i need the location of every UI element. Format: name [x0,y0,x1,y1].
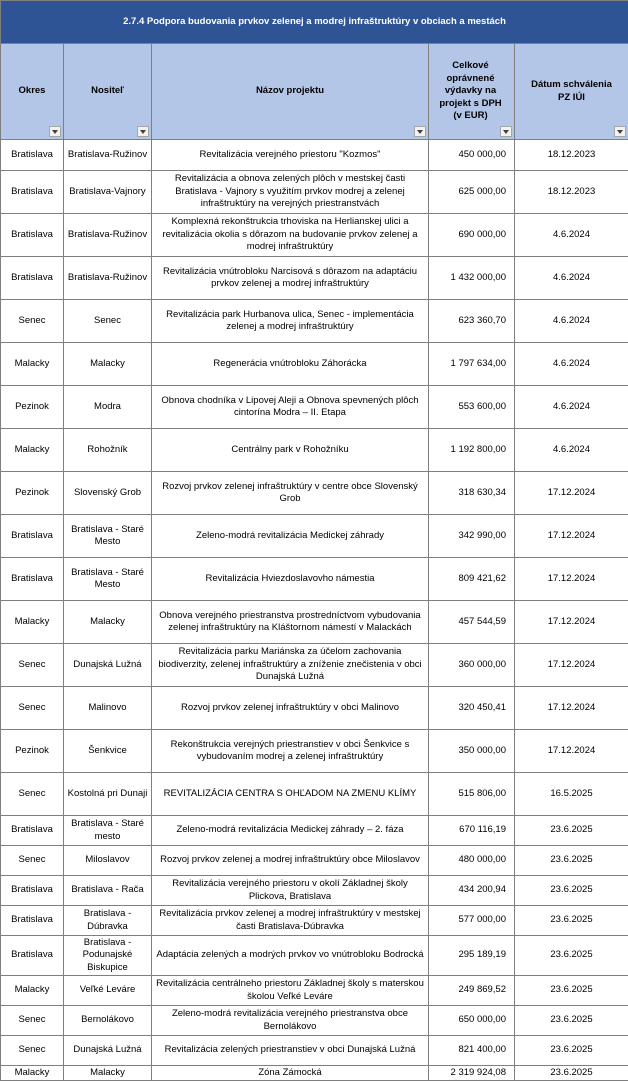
cell-okres: Senec [1,644,64,687]
cell-vydavky: 1 432 000,00 [429,257,515,300]
table-row [1,343,628,386]
cell-datum: 23.6.2025 [515,906,628,936]
cell-vydavky: 670 116,19 [429,816,515,846]
cell-nositel: Miloslavov [64,846,152,876]
cell-vydavky: 690 000,00 [429,214,515,257]
cell-datum: 17.12.2024 [515,472,628,515]
cell-okres: Malacky [1,601,64,644]
table-row [1,1036,628,1066]
cell-okres: Bratislava [1,171,64,214]
column-header-label: Nositeľ [91,85,124,97]
cell-nositel: Dunajská Lužná [64,644,152,687]
cell-nositel: Bratislava - Staré Mesto [64,558,152,601]
cell-nositel: Bratislava - Rača [64,876,152,906]
cell-nazov-projektu: Rozvoj prvkov zelenej a modrej infraštruktúry obce Miloslavov [152,846,429,876]
cell-nazov-projektu: Revitalizácia vnútrobloku Narcisová s dôrazom na adaptáciu prvkov zelenej a modrej infraštruktúry [152,257,429,300]
cell-okres: Pezinok [1,730,64,773]
table-row [1,644,628,687]
cell-datum: 23.6.2025 [515,816,628,846]
table-row [1,140,628,171]
cell-vydavky: 434 200,94 [429,876,515,906]
table-row [1,171,628,214]
cell-datum: 23.6.2025 [515,976,628,1006]
cell-okres: Bratislava [1,515,64,558]
cell-nositel: Malinovo [64,687,152,730]
cell-nositel: Šenkvice [64,730,152,773]
cell-vydavky: 1 797 634,00 [429,343,515,386]
cell-datum: 23.6.2025 [515,1036,628,1066]
cell-vydavky: 350 000,00 [429,730,515,773]
cell-okres: Malacky [1,429,64,472]
filter-dropdown-icon[interactable] [614,126,626,137]
filter-dropdown-icon[interactable] [500,126,512,137]
cell-nositel: Bernolákovo [64,1006,152,1036]
cell-nositel: Malacky [64,1066,152,1081]
table-row [1,846,628,876]
cell-vydavky: 515 806,00 [429,773,515,816]
column-header-label: Dátum schválenia PZ IÚI [531,79,612,103]
cell-vydavky: 553 600,00 [429,386,515,429]
cell-datum: 23.6.2025 [515,846,628,876]
cell-vydavky: 360 000,00 [429,644,515,687]
cell-nazov-projektu: Revitalizácia a obnova zelených plôch v mestskej časti Bratislava - Vajnory s využitím prvkov modrej a zelenej infraštruktúry na verejných priestranstvách [152,171,429,214]
cell-vydavky: 320 450,41 [429,687,515,730]
cell-nositel: Modra [64,386,152,429]
cell-vydavky: 650 000,00 [429,1006,515,1036]
cell-nazov-projektu: Adaptácia zelených a modrých prvkov vo vnútrobloku Bodrocká [152,936,429,976]
cell-vydavky: 623 360,70 [429,300,515,343]
cell-okres: Pezinok [1,386,64,429]
cell-nositel: Bratislava - Dúbravka [64,906,152,936]
cell-nazov-projektu: Zeleno-modrá revitalizácia verejného priestranstva obce Bernolákovo [152,1006,429,1036]
cell-nazov-projektu: Zeleno-modrá revitalizácia Medickej záhrady [152,515,429,558]
column-header-okres [1,44,64,140]
cell-datum: 4.6.2024 [515,300,628,343]
cell-nazov-projektu: Zeleno-modrá revitalizácia Medickej záhrady – 2. fáza [152,816,429,846]
cell-datum: 4.6.2024 [515,429,628,472]
cell-okres: Bratislava [1,140,64,171]
cell-vydavky: 480 000,00 [429,846,515,876]
table-row [1,906,628,936]
column-header-label: Celkové oprávnené výdavky na projekt s DPH (v EUR) [439,60,502,122]
table-row [1,515,628,558]
cell-datum: 17.12.2024 [515,730,628,773]
cell-nositel: Bratislava - Podunajské Biskupice [64,936,152,976]
table-row [1,1066,628,1081]
cell-nositel: Bratislava - Staré mesto [64,816,152,846]
table-row [1,773,628,816]
table-row [1,936,628,976]
column-header-label: Okres [18,85,46,97]
cell-nositel: Bratislava-Ružinov [64,214,152,257]
table-row [1,257,628,300]
cell-nazov-projektu: Komplexná rekonštrukcia trhoviska na Herlianskej ulici a revitalizácia okolia s dôrazom na budovanie prvkov zelenej a modrej infraštruktúry [152,214,429,257]
cell-vydavky: 2 319 924,08 [429,1066,515,1081]
cell-okres: Senec [1,846,64,876]
cell-nositel: Senec [64,300,152,343]
cell-nazov-projektu: Rozvoj prvkov zelenej infraštruktúry v centre obce Slovenský Grob [152,472,429,515]
cell-vydavky: 295 189,19 [429,936,515,976]
cell-nazov-projektu: Revitalizácia prvkov zelenej a modrej infraštruktúry v mestskej časti Bratislava-Dúbravka [152,906,429,936]
cell-nazov-projektu: Rozvoj prvkov zelenej infraštruktúry v obci Malinovo [152,687,429,730]
table-row [1,429,628,472]
cell-datum: 17.12.2024 [515,644,628,687]
cell-okres: Bratislava [1,214,64,257]
cell-nositel: Malacky [64,601,152,644]
cell-nazov-projektu: Obnova chodníka v Lipovej Aleji a Obnova spevnených plôch cintorína Modra – II. Etapa [152,386,429,429]
cell-nositel: Bratislava - Staré Mesto [64,515,152,558]
cell-datum: 4.6.2024 [515,257,628,300]
cell-nazov-projektu: REVITALIZÁCIA CENTRA S OHĽADOM NA ZMENU KLÍMY [152,773,429,816]
cell-nositel: Bratislava-Ružinov [64,140,152,171]
column-header-label: Názov projektu [255,85,325,97]
cell-vydavky: 809 421,62 [429,558,515,601]
table-row [1,816,628,846]
table-title: 2.7.4 Podpora budovania prvkov zelenej a modrej infraštruktúry v obciach a mestách [1,1,628,44]
cell-datum: 18.12.2023 [515,140,628,171]
cell-nositel: Bratislava-Ružinov [64,257,152,300]
cell-vydavky: 318 630,34 [429,472,515,515]
cell-datum: 16.5.2025 [515,773,628,816]
filter-dropdown-icon[interactable] [49,126,61,137]
cell-nositel: Malacky [64,343,152,386]
cell-datum: 4.6.2024 [515,386,628,429]
header-row [1,44,628,140]
table-row [1,1006,628,1036]
column-header-datum [515,44,628,140]
table-row [1,472,628,515]
cell-vydavky: 577 000,00 [429,906,515,936]
table-row [1,976,628,1006]
cell-okres: Senec [1,300,64,343]
cell-datum: 17.12.2024 [515,515,628,558]
cell-datum: 23.6.2025 [515,1006,628,1036]
cell-vydavky: 457 544,59 [429,601,515,644]
cell-okres: Malacky [1,1066,64,1081]
cell-datum: 23.6.2025 [515,876,628,906]
cell-vydavky: 249 869,52 [429,976,515,1006]
table-row [1,687,628,730]
cell-okres: Bratislava [1,876,64,906]
cell-okres: Bratislava [1,816,64,846]
cell-nositel: Bratislava-Vajnory [64,171,152,214]
cell-nazov-projektu: Rekonštrukcia verejných priestranstiev v obci Šenkvice s vybudovaním modrej a zelenej infraštruktúry [152,730,429,773]
cell-vydavky: 821 400,00 [429,1036,515,1066]
cell-datum: 17.12.2024 [515,558,628,601]
cell-nositel: Dunajská Lužná [64,1036,152,1066]
cell-okres: Senec [1,687,64,730]
column-header-nositel [64,44,152,140]
table-row [1,214,628,257]
table-row [1,558,628,601]
cell-nazov-projektu: Regenerácia vnútrobloku Záhorácka [152,343,429,386]
cell-okres: Bratislava [1,906,64,936]
table-row [1,876,628,906]
cell-datum: 17.12.2024 [515,687,628,730]
table-row [1,730,628,773]
cell-okres: Senec [1,1006,64,1036]
column-header-nazov-projektu [152,44,429,140]
cell-vydavky: 1 192 800,00 [429,429,515,472]
cell-datum: 23.6.2025 [515,1066,628,1081]
column-header-vydavky [429,44,515,140]
table-row [1,601,628,644]
cell-datum: 17.12.2024 [515,601,628,644]
cell-okres: Malacky [1,343,64,386]
title-row [1,1,628,44]
cell-datum: 18.12.2023 [515,171,628,214]
cell-nazov-projektu: Revitalizácia verejného priestoru v okolí Základnej školy Plickova, Bratislava [152,876,429,906]
cell-okres: Malacky [1,976,64,1006]
cell-okres: Bratislava [1,558,64,601]
cell-nazov-projektu: Obnova verejného priestranstva prostredníctvom vybudovania zelenej infraštruktúry na Kláštornom námestí v Malackách [152,601,429,644]
cell-nazov-projektu: Revitalizácia centrálneho priestoru Základnej školy s materskou školou Veľké Leváre [152,976,429,1006]
cell-nazov-projektu: Revitalizácia parku Mariánska za účelom zachovania biodiverzity, zelenej infraštruktúry a zníženie znečistenia v obci Dunajská Lužná [152,644,429,687]
cell-nositel: Kostolná pri Dunaji [64,773,152,816]
filter-dropdown-icon[interactable] [414,126,426,137]
cell-nositel: Rohožník [64,429,152,472]
cell-datum: 23.6.2025 [515,936,628,976]
table-row [1,386,628,429]
cell-nositel: Slovenský Grob [64,472,152,515]
cell-nositel: Veľké Leváre [64,976,152,1006]
cell-vydavky: 450 000,00 [429,140,515,171]
cell-nazov-projektu: Revitalizácia verejného priestoru "Kozmos" [152,140,429,171]
cell-vydavky: 625 000,00 [429,171,515,214]
cell-nazov-projektu: Zóna Zámocká [152,1066,429,1081]
filter-dropdown-icon[interactable] [137,126,149,137]
cell-okres: Bratislava [1,936,64,976]
cell-vydavky: 342 990,00 [429,515,515,558]
cell-okres: Bratislava [1,257,64,300]
cell-okres: Pezinok [1,472,64,515]
table-row [1,300,628,343]
cell-okres: Senec [1,773,64,816]
cell-okres: Senec [1,1036,64,1066]
cell-nazov-projektu: Revitalizácia Hviezdoslavovho námestia [152,558,429,601]
cell-datum: 4.6.2024 [515,214,628,257]
cell-nazov-projektu: Revitalizácia park Hurbanova ulica, Senec - implementácia zelenej a modrej infraštruktúry [152,300,429,343]
cell-datum: 4.6.2024 [515,343,628,386]
cell-nazov-projektu: Centrálny park v Rohožníku [152,429,429,472]
cell-nazov-projektu: Revitalizácia zelených priestranstiev v obci Dunajská Lužná [152,1036,429,1066]
